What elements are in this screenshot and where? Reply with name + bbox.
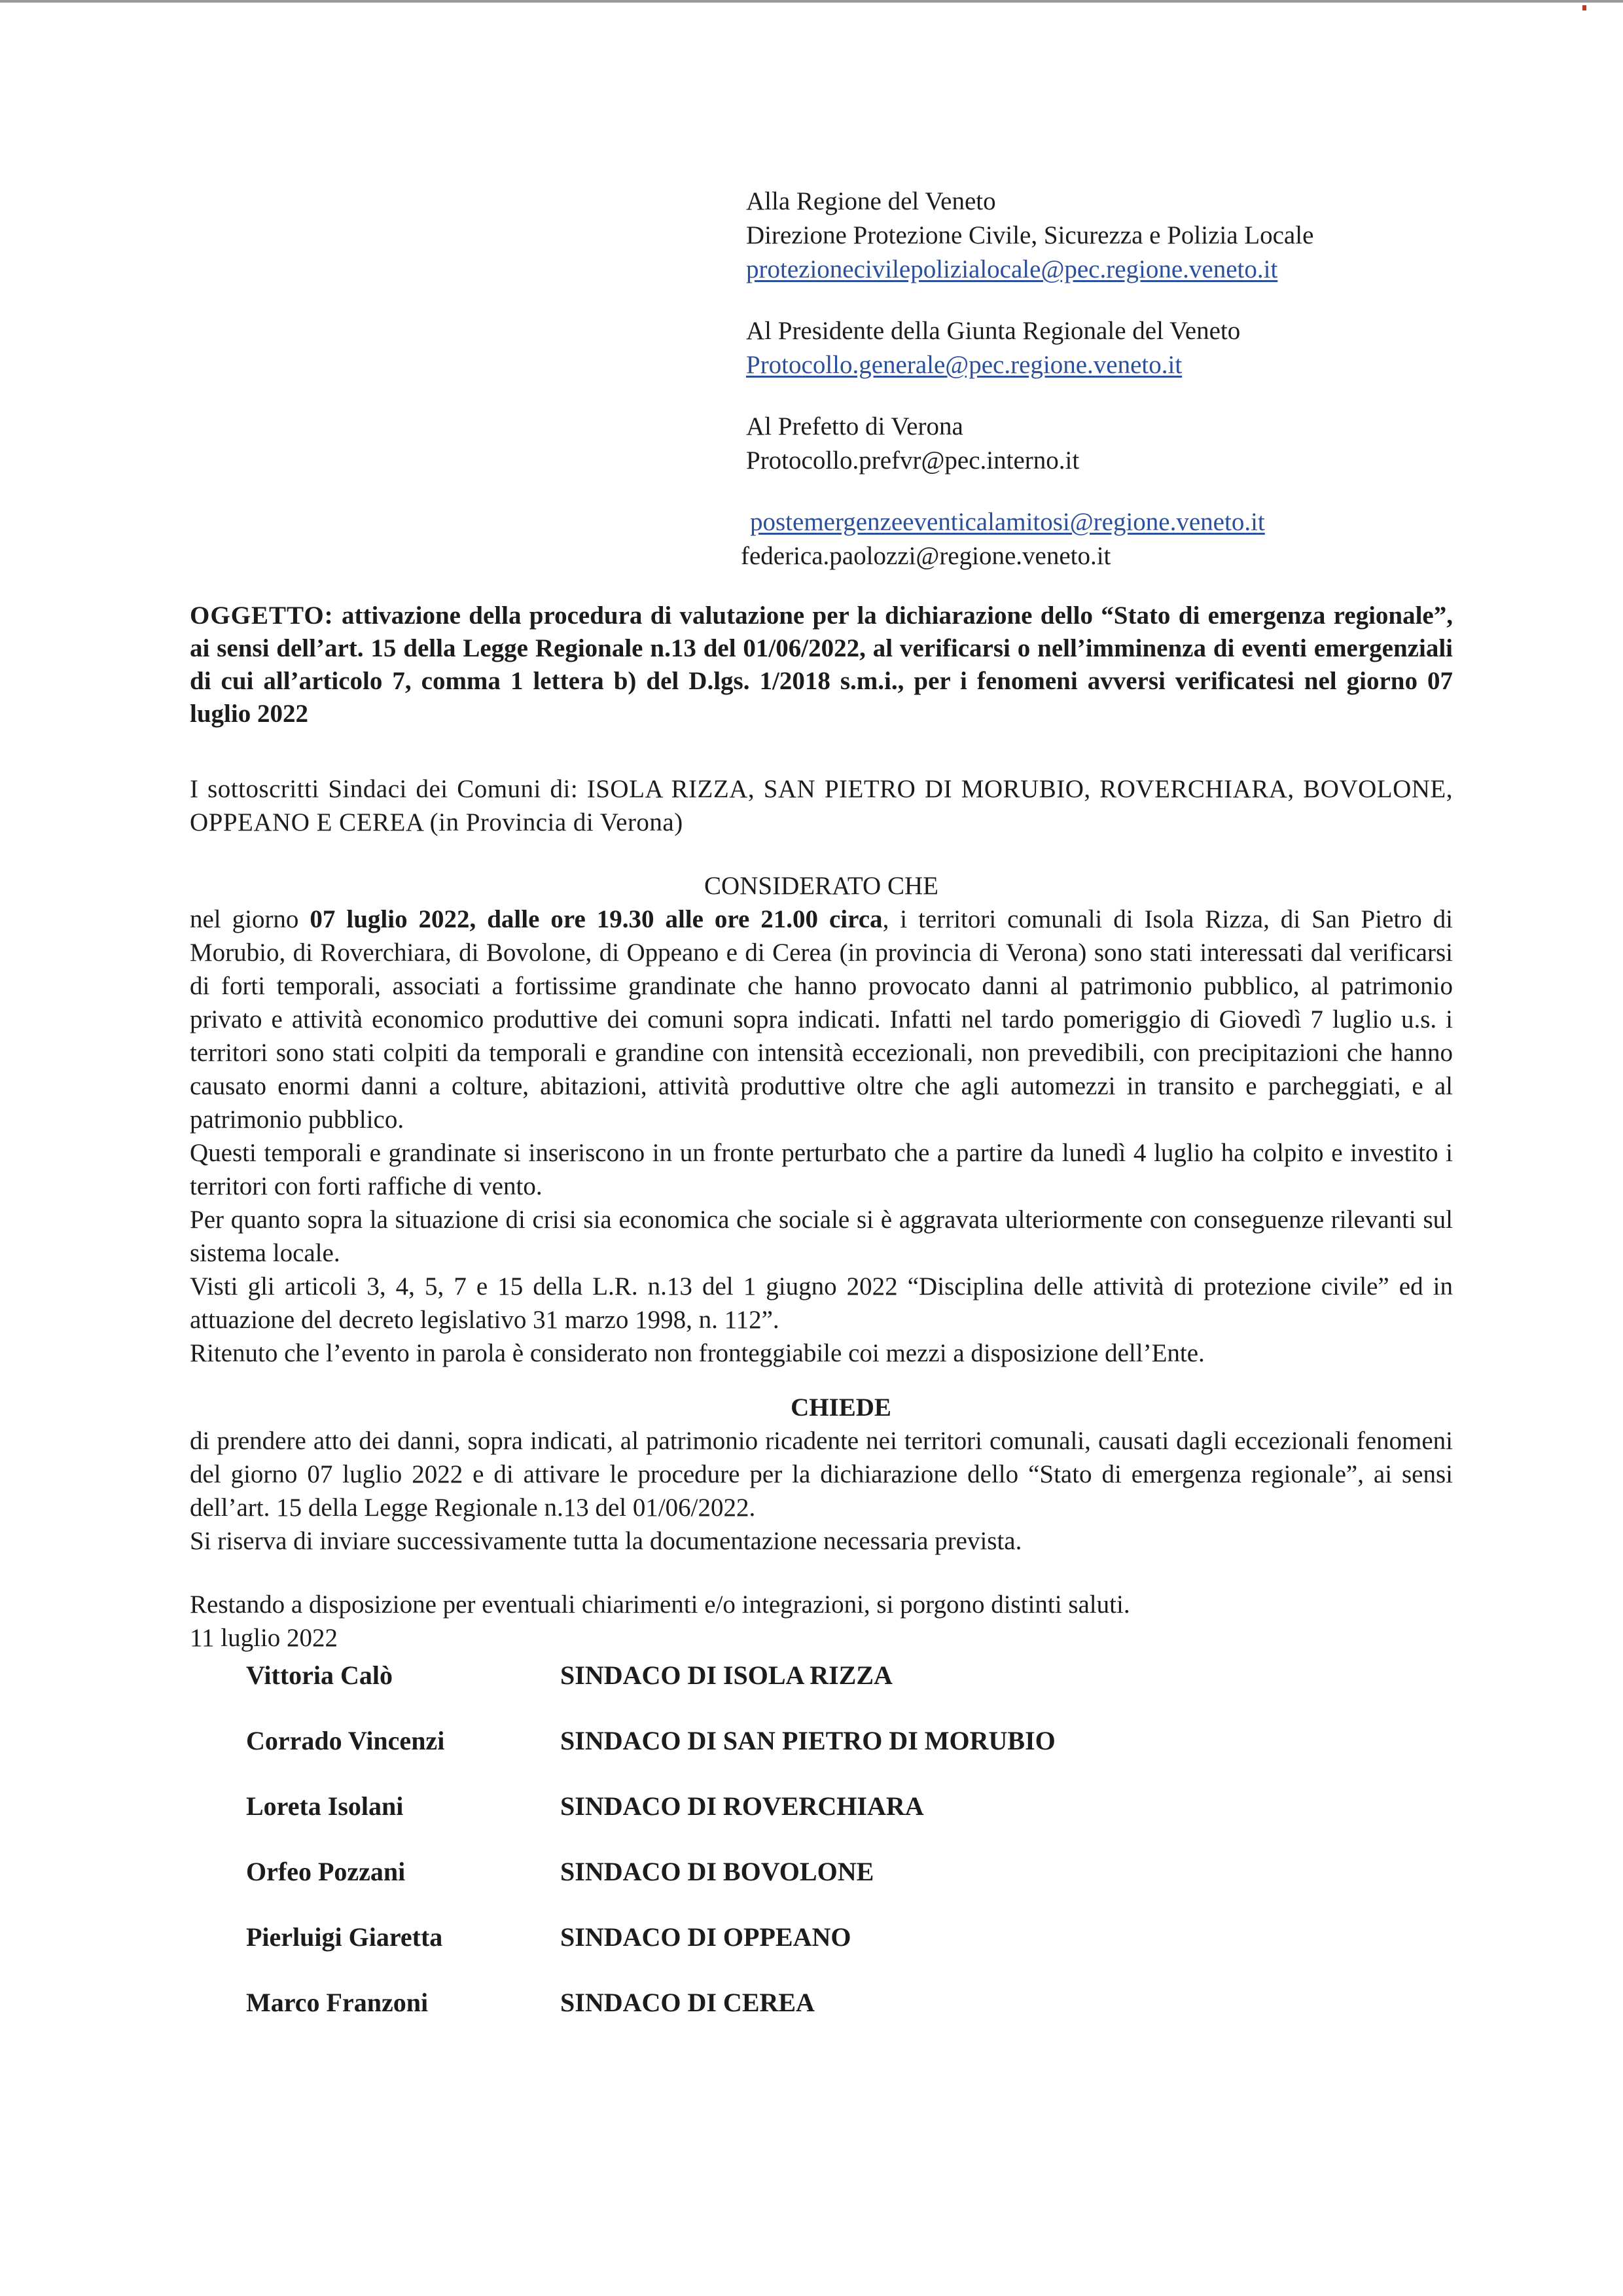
chiede-section	[190, 1391, 1453, 1558]
letter-date: 11 luglio 2022	[190, 1624, 338, 1652]
mayor-name: Vittoria Calò	[246, 1660, 393, 1690]
signature-row	[246, 1725, 1228, 1791]
recipients-block	[741, 185, 1571, 573]
subject-text: attivazione della procedura di valutazione per la dichiarazione dello “Stato di emergenza regionale”, ai sensi dell’art. 15 della Legge Regionale n.13 del 01/06/2022, al verificarsi o nell’imminenza di eventi emergenziali di cui all’articolo 7, comma 1 lettera b) del D.lgs. 1/2018 s.m.i., per i fenomeni avversi verificatesi nel giorno 07 luglio 2022	[190, 601, 1453, 728]
recipient-line: Alla Regione del Veneto	[746, 187, 996, 215]
recipient-post-emergenze	[741, 505, 1571, 573]
email-link-post-emergenze[interactable]: postemergenzeeventicalamitosi@regione.veneto.it	[750, 508, 1265, 536]
mayor-name: Marco Franzoni	[246, 1988, 429, 2017]
mayor-title: SINDACO DI BOVOLONE	[560, 1857, 874, 1886]
considerato-p1-date: 07 luglio 2022, dalle ore 19.30 alle ore 21.00 circa	[310, 905, 883, 933]
closing-section	[190, 1588, 1453, 1655]
recipient-presidente	[746, 314, 1571, 382]
considerato-paragraph-3: Per quanto sopra la situazione di crisi sia economica che sociale si è aggravata ulteriormente con conseguenze rilevanti sul sistema locale.	[190, 1206, 1453, 1267]
signatures-block	[246, 1660, 1228, 2053]
recipient-email-plain: federica.paolozzi@regione.veneto.it	[741, 542, 1111, 570]
mayor-title: SINDACO DI CEREA	[560, 1988, 815, 2017]
subject-paragraph	[190, 600, 1453, 730]
closing-greeting: Restando a disposizione per eventuali chiarimenti e/o integrazioni, si porgono distinti saluti.	[190, 1590, 1130, 1619]
mayor-name: Corrado Vincenzi	[246, 1726, 445, 1755]
mayor-name: Loreta Isolani	[246, 1791, 404, 1821]
scan-top-edge	[0, 0, 1623, 3]
recipient-line: Direzione Protezione Civile, Sicurezza e Polizia Locale	[746, 221, 1314, 249]
signature-row	[246, 1660, 1228, 1725]
considerato-paragraph-5: Ritenuto che l’evento in parola è considerato non fronteggiabile coi mezzi a disposizione dell’Ente.	[190, 1339, 1205, 1367]
signature-row	[246, 1791, 1228, 1856]
mayor-title: SINDACO DI OPPEANO	[560, 1922, 851, 1952]
considerato-section	[190, 869, 1453, 1370]
chiede-paragraph-1: di prendere atto dei danni, sopra indicati, al patrimonio ricadente nei territori comunali, causati dagli eccezionali fenomeni del giorno 07 luglio 2022 e di attivare le procedure per la dichiarazione dello “Stato di emergenza regionale”, ai sensi dell’art. 15 della Legge Regionale n.13 del 01/06/2022.	[190, 1427, 1453, 1522]
mayors-intro-paragraph: I sottoscritti Sindaci dei Comuni di: ISOLA RIZZA, SAN PIETRO DI MORUBIO, ROVERCHIARA, BOVOLONE, OPPEANO E CEREA (in Provincia di Verona)	[190, 775, 1453, 836]
considerato-paragraph-1	[190, 903, 1453, 1136]
recipient-email-plain: Protocollo.prefvr@pec.interno.it	[746, 446, 1080, 475]
mayor-title: SINDACO DI ISOLA RIZZA	[560, 1660, 893, 1690]
signature-row	[246, 1856, 1228, 1922]
mayor-name: Pierluigi Giaretta	[246, 1922, 443, 1952]
mayor-title: SINDACO DI ROVERCHIARA	[560, 1791, 924, 1821]
email-link-protocollo-generale[interactable]: Protocollo.generale@pec.regione.veneto.it	[746, 351, 1183, 379]
considerato-paragraph-2: Questi temporali e grandinate si inseriscono in un fronte perturbato che a partire da lunedì 4 luglio ha colpito e investito i territori con forti raffiche di vento.	[190, 1139, 1453, 1200]
signature-row	[246, 1922, 1228, 1987]
recipient-regione	[746, 185, 1571, 287]
mayor-title: SINDACO DI SAN PIETRO DI MORUBIO	[560, 1726, 1056, 1755]
chiede-paragraph-2: Si riserva di inviare successivamente tutta la documentazione necessaria prevista.	[190, 1527, 1022, 1555]
scan-artifact-mark	[1582, 5, 1586, 10]
recipient-line: Al Presidente della Giunta Regionale del Veneto	[746, 317, 1241, 345]
recipient-prefetto	[746, 410, 1571, 478]
signature-row	[246, 1987, 1228, 2053]
recipient-line: Al Prefetto di Verona	[746, 412, 963, 440]
subject-label: OGGETTO:	[190, 601, 334, 630]
email-link-protezione-civile[interactable]: protezionecivilepolizialocale@pec.regione.veneto.it	[746, 255, 1278, 283]
considerato-heading: CONSIDERATO CHE	[704, 872, 938, 900]
considerato-p1-rest: , i territori comunali di Isola Rizza, di San Pietro di Morubio, di Roverchiara, di Bovolone, di Oppeano e di Cerea (in provincia di Verona) sono stati interessati dal verificarsi di forti temporali, associati a fortissime grandinate che hanno provocato danni al patrimonio pubblico, al patrimonio privato e attività economico produttive dei comuni sopra indicati. Infatti nel tardo pomeriggio di Giovedì 7 luglio u.s. i territori sono stati colpiti da temporali e grandine con intensità eccezionali, non prevedibili, con precipitazioni che hanno causato enormi danni a colture, abitazioni, attività produttive oltre che agli automezzi in transito e parcheggiati, e al patrimonio pubblico.	[190, 905, 1454, 1134]
chiede-heading: CHIEDE	[791, 1393, 891, 1422]
considerato-paragraph-4: Visti gli articoli 3, 4, 5, 7 e 15 della L.R. n.13 del 1 giugno 2022 “Disciplina delle attività di protezione civile” ed in attuazione del decreto legislativo 31 marzo 1998, n. 112”.	[190, 1272, 1453, 1334]
considerato-p1-start: nel giorno	[190, 905, 310, 933]
mayor-name: Orfeo Pozzani	[246, 1857, 406, 1886]
